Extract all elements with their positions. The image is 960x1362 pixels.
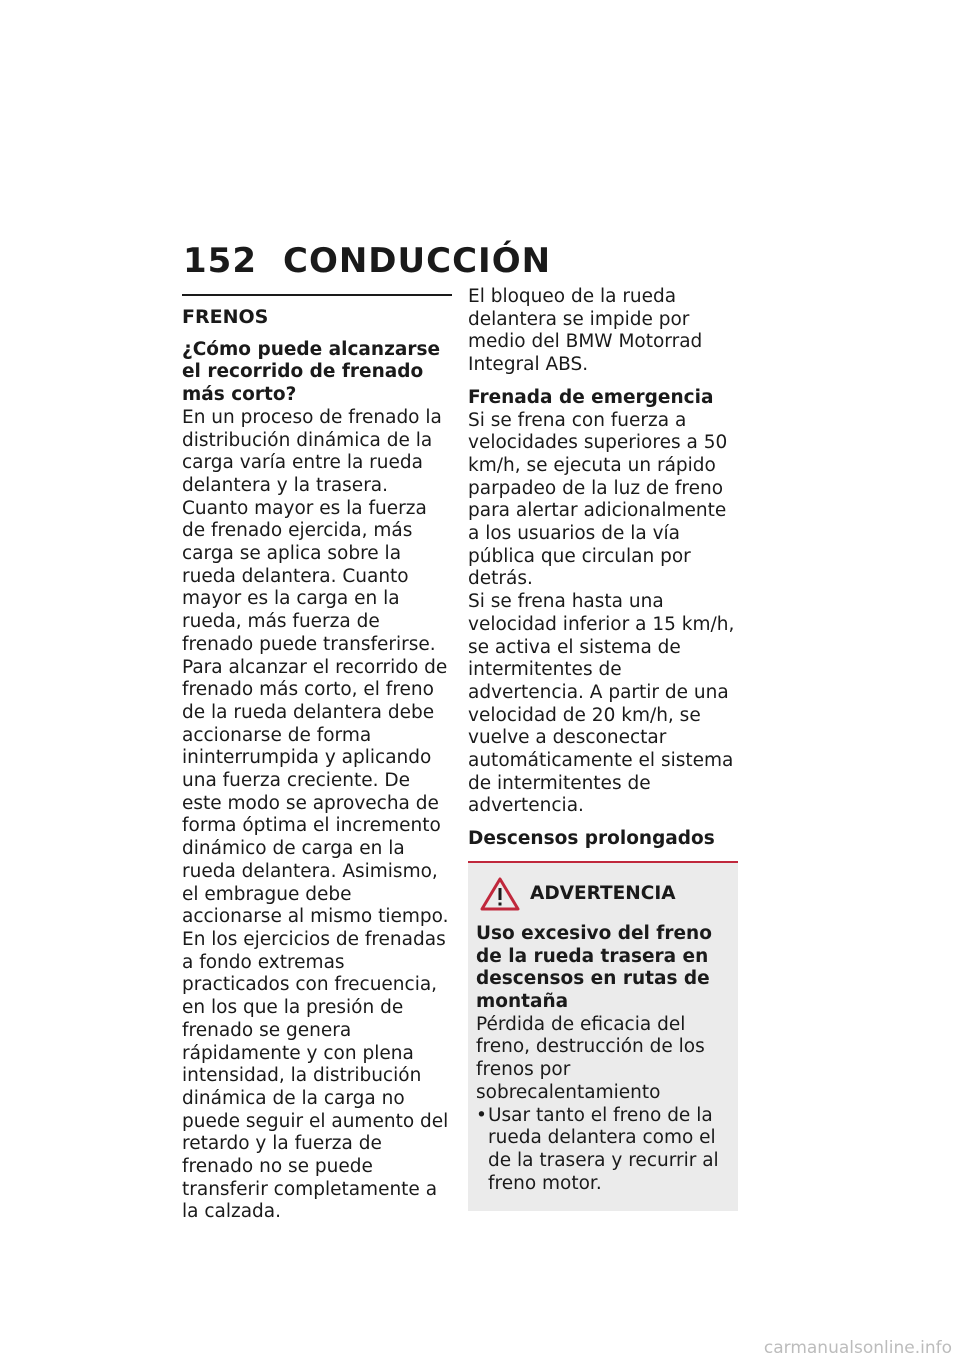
watermark: carmanualsonline.info — [763, 1338, 952, 1358]
warning-header — [476, 877, 730, 911]
paragraph: Si se frena hasta una velocidad inferior a 15 km/h, se activa el sistema de intermitentes de advertencia. A partir de una velocidad de 20 km/h, se vuelve a desconectar automáticamente el sistema de intermitentes de advertencia. — [468, 591, 735, 817]
paragraph: El bloqueo de la rueda delantera se impide por medio del BMW Motorrad Integral ABS. — [468, 286, 703, 376]
warning-triangle-icon — [480, 877, 520, 911]
question-heading: ¿Cómo puede alcanzarse el recorrido de frenado más corto? — [182, 338, 441, 406]
warning-title: Uso excesivo del freno de la rueda trasera en descensos en rutas de montaña — [476, 922, 712, 1012]
section-title: FRENOS — [182, 306, 269, 328]
warning-consequence: Pérdida de eficacia del freno, destrucción de los frenos por sobrecalentamiento — [476, 1013, 705, 1103]
warning-label: ADVERTENCIA — [530, 882, 676, 904]
page-number: 152 — [183, 241, 257, 281]
paragraph: Para alcanzar el recorrido de frenado más corto, el freno de la rueda delantera debe accionarse de forma ininterrumpida y aplicando una fuerza creciente. De este modo se aprovecha de forma óptima el incremento dinámico de carga en la rueda delantera. Asimismo, el embrague debe accionarse al mismo tiempo. En los ejercicios de frenadas a fondo extremas practicados con frecuencia, en los que la presión de frenado se genera rápidamente y con plena intensidad, la distribución dinámica de la carga no puede seguir el aumento del retardo y la fuerza de frenado no se puede transferir completamente a la calzada. — [182, 656, 449, 1223]
subheading-descents: Descensos prolongados — [468, 828, 715, 850]
bullet-dot: • — [476, 1104, 487, 1126]
subheading-emergency: Frenada de emergencia — [468, 386, 714, 408]
chapter-title: CONDUCCIÓN — [283, 241, 552, 281]
section-rule — [182, 294, 452, 296]
right-column — [468, 286, 738, 1211]
left-column — [182, 286, 452, 1224]
paragraph: En un proceso de frenado la distribución dinámica de la carga varía entre la rueda delantera y la trasera. Cuanto mayor es la fuerza de frenado ejercida, más carga se aplica sobre la rueda delantera. Cuanto mayor es la carga en la rueda, más fuerza de frenado puede transferirse. — [182, 406, 442, 655]
warning-bullet — [476, 1105, 730, 1196]
warning-box — [468, 861, 738, 1211]
bullet-text: Usar tanto el freno de la rueda delantera como el de la trasera y recurrir al freno motor. — [488, 1104, 719, 1194]
paragraph: Si se frena con fuerza a velocidades superiores a 50 km/h, se ejecuta un rápido parpadeo de la luz de freno para alertar adicionalmente a los usuarios de la vía pública que circulan por detrás. — [468, 409, 728, 590]
page-header — [183, 241, 551, 281]
